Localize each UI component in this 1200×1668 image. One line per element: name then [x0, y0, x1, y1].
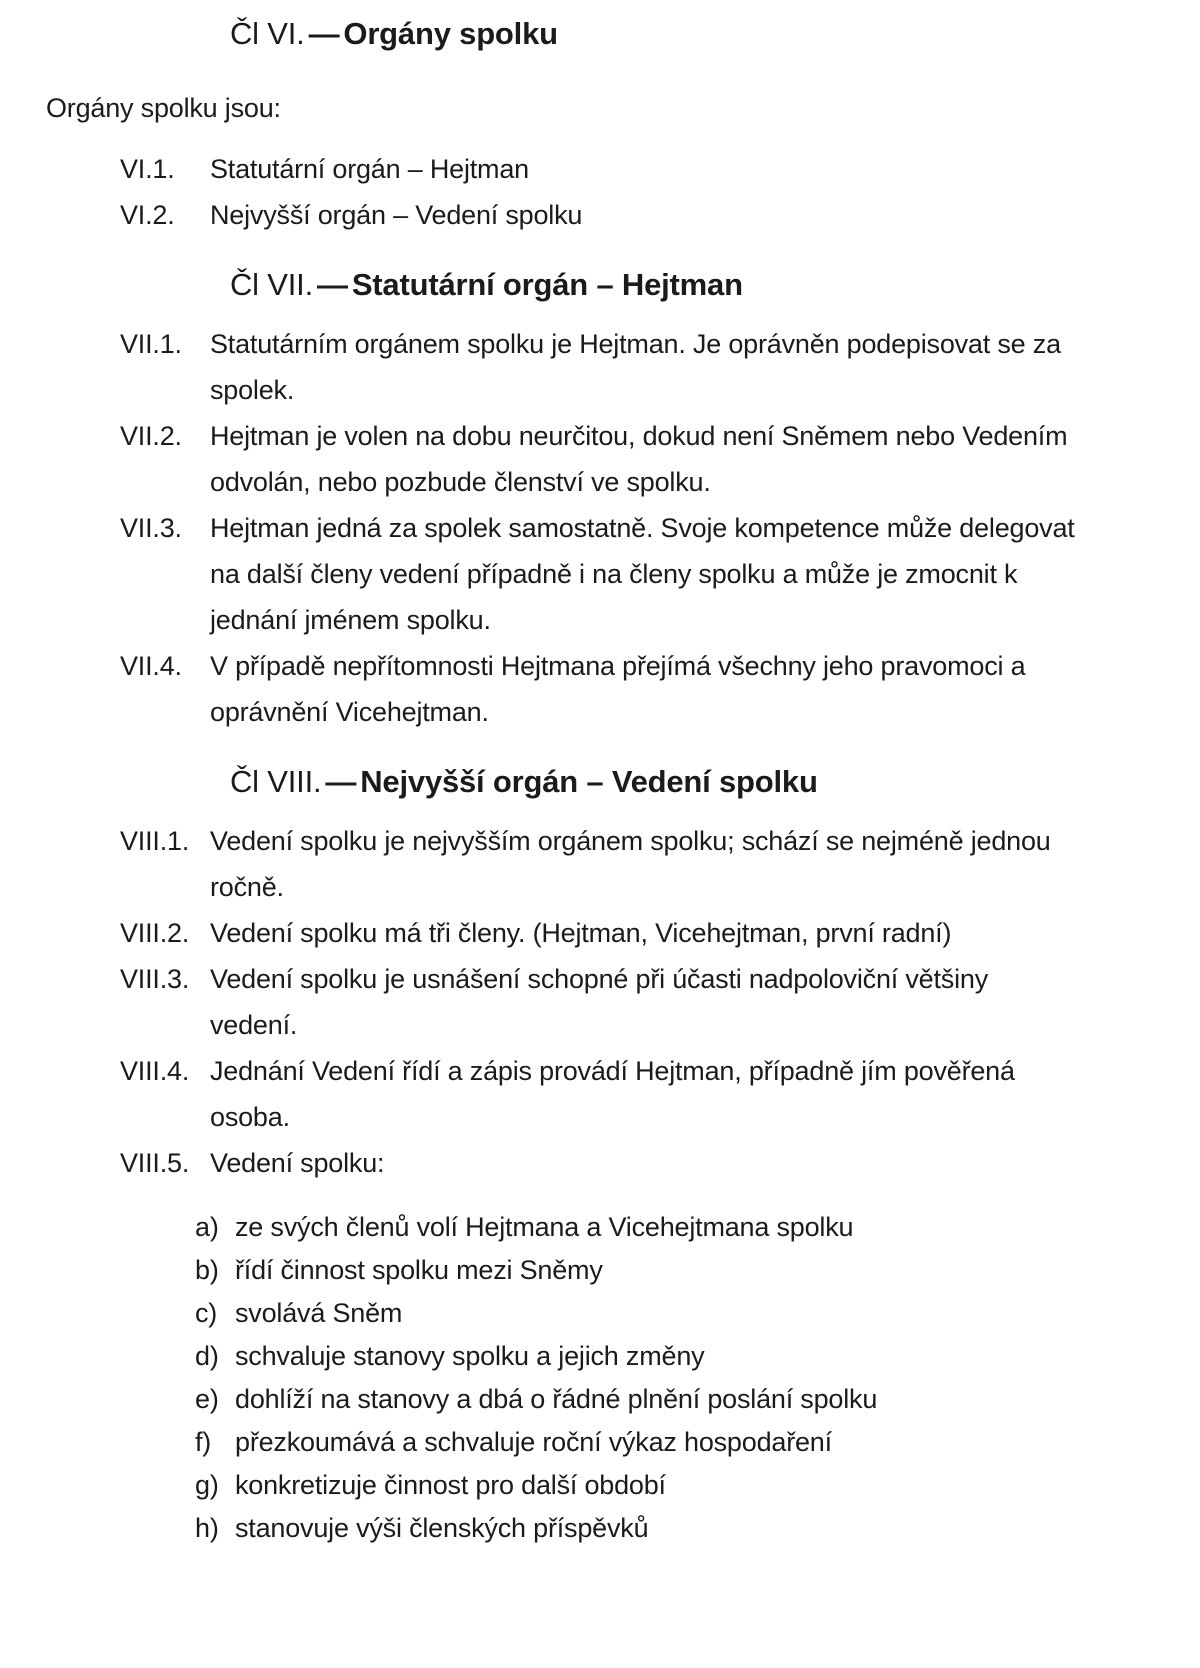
item-number: VII.2. [120, 420, 182, 451]
item-letter: e) [195, 1383, 219, 1414]
numbered-item [120, 192, 1080, 238]
item-number: VI.2. [120, 199, 175, 230]
numbered-item [120, 1048, 1080, 1140]
heading-prefix: Čl VI. [230, 16, 305, 51]
item-text: řídí činnost spolku mezi Sněmy [235, 1254, 603, 1285]
lettered-item [195, 1464, 1160, 1507]
lettered-item [195, 1292, 1160, 1335]
item-number: VII.3. [120, 512, 182, 543]
section-heading-vii [230, 264, 1160, 306]
numbered-item [120, 321, 1080, 413]
numbered-item [120, 1140, 1080, 1186]
item-number: VII.4. [120, 650, 182, 681]
item-number: VIII.2. [120, 917, 190, 948]
heading-prefix: Čl VII. [230, 266, 314, 302]
item-text: Nejvyšší orgán – Vedení spolku [210, 199, 583, 230]
item-text: Jednání Vedení řídí a zápis provádí Hejtman, případně jím pověřená osoba. [210, 1055, 1015, 1132]
item-text: Vedení spolku: [210, 1147, 385, 1178]
item-letter: h) [195, 1512, 219, 1543]
numbered-list-vi [0, 146, 1200, 238]
heading-prefix: Čl VIII. [230, 763, 322, 799]
numbered-item [120, 956, 1080, 1048]
item-text: Statutární orgán – Hejtman [210, 153, 529, 184]
item-text: V případě nepřítomnosti Hejtmana přejímá všechny jeho pravomoci a oprávnění Vicehejtman. [210, 650, 1026, 727]
item-number: VIII.3. [120, 963, 190, 994]
item-text: ze svých členů volí Hejtmana a Vicehejtmana spolku [235, 1211, 854, 1242]
intro-paragraph: Orgány spolku jsou: [46, 92, 281, 123]
lettered-item [195, 1249, 1160, 1292]
numbered-item [120, 643, 1080, 735]
item-text: Hejtman je volen na dobu neurčitou, dokud není Sněmem nebo Vedením odvolán, nebo pozbude členství ve spolku. [210, 420, 1068, 497]
numbered-list-vii [0, 321, 1200, 735]
item-letter: c) [195, 1297, 218, 1328]
item-letter: b) [195, 1254, 219, 1285]
item-text: Vedení spolku má tři členy. (Hejtman, Vicehejtman, první radní) [210, 917, 952, 948]
lettered-item [195, 1335, 1160, 1378]
item-text: Vedení spolku je nejvyšším orgánem spolku; schází se nejméně jednou ročně. [210, 825, 1051, 902]
item-text: schvaluje stanovy spolku a jejich změny [235, 1340, 705, 1371]
heading-title: Statutární orgán – Hejtman [351, 266, 743, 302]
numbered-item [120, 505, 1080, 643]
numbered-item [120, 910, 1080, 956]
item-number: VII.1. [120, 328, 182, 359]
heading-title: Nejvyšší orgán – Vedení spolku [360, 763, 818, 799]
section-heading-viii [230, 761, 1160, 803]
numbered-list-viii [0, 818, 1200, 1186]
item-letter: g) [195, 1469, 219, 1500]
lettered-item [195, 1206, 1160, 1249]
lettered-item [195, 1507, 1160, 1550]
item-text: svolává Sněm [235, 1297, 403, 1328]
item-letter: f) [195, 1426, 212, 1457]
item-text: stanovuje výši členských příspěvků [235, 1512, 649, 1543]
item-text: dohlíží na stanovy a dbá o řádné plnění poslání spolku [235, 1383, 878, 1414]
lettered-item [195, 1378, 1160, 1421]
item-text: konkretizuje činnost pro další období [235, 1469, 666, 1500]
lettered-sublist [195, 1206, 1160, 1550]
item-text: Hejtman jedná za spolek samostatně. Svoje kompetence může delegovat na další členy vedení případně i na členy spolku a může je zmocnit k jednání jménem spolku. [210, 512, 1075, 635]
heading-dash: — [308, 16, 340, 51]
numbered-item [120, 818, 1080, 910]
item-text: přezkoumává a schvaluje roční výkaz hospodaření [235, 1426, 832, 1457]
item-text: Statutárním orgánem spolku je Hejtman. Je oprávněn podepisovat se za spolek. [210, 328, 1061, 405]
section-heading-vi [230, 13, 1160, 55]
heading-dash: — [325, 763, 357, 799]
item-number: VIII.4. [120, 1055, 190, 1086]
lettered-item [195, 1421, 1160, 1464]
item-letter: d) [195, 1340, 219, 1371]
heading-dash: — [317, 266, 348, 302]
numbered-item [120, 413, 1080, 505]
item-number: VIII.1. [120, 825, 190, 856]
item-number: VI.1. [120, 153, 175, 184]
heading-title: Orgány spolku [343, 16, 558, 51]
item-number: VIII.5. [120, 1147, 190, 1178]
numbered-item [120, 146, 1080, 192]
item-letter: a) [195, 1211, 219, 1242]
item-text: Vedení spolku je usnášení schopné při účasti nadpoloviční většiny vedení. [210, 963, 989, 1040]
